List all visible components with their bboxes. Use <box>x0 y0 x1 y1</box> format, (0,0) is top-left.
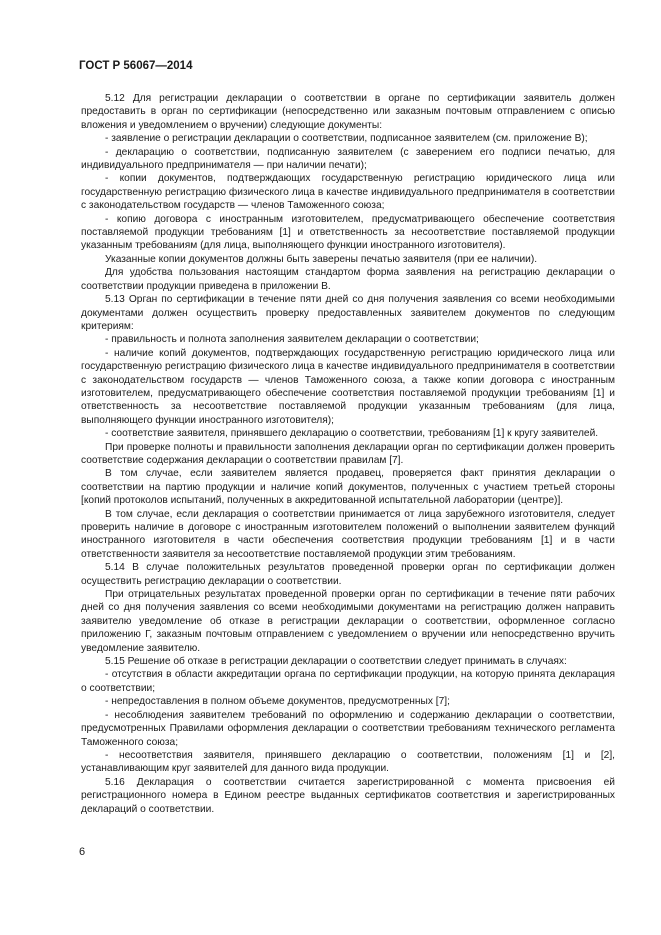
document-body <box>81 92 615 816</box>
paragraph: Для удобства пользования настоящим стандартом форма заявления на регистрацию декларации о соответствии продукции приведена в приложении В. <box>81 267 615 292</box>
list-item: - несоответствия заявителя, принявшего декларацию о соответствии, положениям [1] и [2], устанавливающим круг заявителей для данного вида продукции. <box>81 749 615 775</box>
list-item: - копии документов, подтверждающих государственную регистрацию юридического лица или государственную регистрацию физического лица в качестве индивидуального предпринимателя в соответствии с законодательством государств — членов Таможенного союза; <box>81 173 615 212</box>
paragraph-5-14: 5.14 В случае положительных результатов проведенной проверки орган по сертификации должен осуществить регистрацию декларации о соответствии. <box>81 562 615 587</box>
paragraph: В том случае, если заявителем является продавец, проверяется факт принятия декларации о соответствии на партию продукции и наличие копий документов, полученных с участием третьей стороны [копий протоколов испытаний, полученных в аккредитованной испытательной лаборатории (центре)]. <box>81 468 615 507</box>
list-item: - непредоставления в полном объеме документов, предусмотренных [7]; <box>105 696 450 708</box>
list-item: - декларацию о соответствии, подписанную заявителем (с заверением его подписи печатью, для индивидуального предпринимателя — при наличии печати); <box>81 146 615 172</box>
paragraph-5-16: 5.16 Декларация о соответствии считается зарегистрированной с момента присвоения ей регистрационного номера в Едином реестре выданных сертификатов соответствия и зарегистрированных деклараций о соответствии. <box>81 776 615 815</box>
list-item: - соответствие заявителя, принявшего декларацию о соответствии, требованиям [1] к кругу заявителей. <box>105 428 599 440</box>
document-header: ГОСТ Р 56067—2014 <box>79 60 193 72</box>
list-item: - несоблюдения заявителем требований по оформлению и содержанию декларации о соответствии, предусмотренных Правилами оформления декларации о соответствии требованиям технического регламента Таможенного союза; <box>81 709 615 748</box>
list-item: - копию договора с иностранным изготовителем, предусматривающего обеспечение соответствия поставляемой продукции требованиям [1] и ответственность за несоответствие поставляемой продукции указанным требованиям (для лица, выполняющего функции иностранного изготовителя). <box>81 213 615 252</box>
paragraph: Указанные копии документов должны быть заверены печатью заявителя (при ее наличии). <box>105 253 538 265</box>
list-item: - заявление о регистрации декларации о соответствии, подписанное заявителем (см. приложение В); <box>105 133 588 145</box>
paragraph: В том случае, если декларация о соответствии принимается от лица зарубежного изготовителя, следует проверить наличие в договоре с иностранным изготовителем положений о выполнении заявителем функций иностранного изготовителя в части обеспечения соответствия продукции требованиям [1] и в части ответственности заявителя за несоответствие поставляемой продукции этим требованиям. <box>81 508 615 560</box>
paragraph-5-13: 5.13 Орган по сертификации в течение пяти дней со дня получения заявления со всеми необходимыми документами должен осуществить проверку предоставленных заявителем документов по следующим критериям: <box>81 294 615 332</box>
paragraph: При проверке полноты и правильности заполнения декларации орган по сертификации должен проверить соответствие содержания декларации о соответствии правилам [7]. <box>81 441 615 466</box>
page-number: 6 <box>79 846 86 858</box>
list-item: - наличие копий документов, подтверждающих государственную регистрацию юридического лица или государственную регистрацию физического лица в качестве индивидуального предпринимателя в соответствии с законодательством государств — членов Таможенного союза, а также копии договора с иностранным изготовителем, предусматривающего обеспечение соответствия поставляемой продукции требованиям [1] и ответственность за несоответствие поставляемой продукции указанным требованиям (для лица, выполняющего функции иностранного изготовителя); <box>81 347 615 426</box>
paragraph-5-15: 5.15 Решение об отказе в регистрации декларации о соответствии следует принимать в случаях: <box>105 656 567 668</box>
list-item: - отсутствия в области аккредитации органа по сертификации продукции, на которую принята декларация о соответствии; <box>81 669 615 694</box>
paragraph-5-12: 5.12 Для регистрации декларации о соответствии в органе по сертификации заявитель должен предоставить в орган по сертификации (непосредственно или заказным почтовым отправлением с описью вложения и уведомлением о вручении) следующие документы: <box>81 93 615 131</box>
paragraph: При отрицательных результатах проведенной проверки орган по сертификации в течение пяти рабочих дней со дня получения заявления со всеми необходимыми документами на регистрацию должен направить заявителю уведомление об отказе в регистрации декларации о соответствии, оформленное согласно приложению Г, заказным почтовым отправлением с уведомлением о вручении или непосредственно вручить уведомление заявителю. <box>81 589 615 654</box>
list-item: - правильность и полнота заполнения заявителем декларации о соответствии; <box>105 334 479 346</box>
